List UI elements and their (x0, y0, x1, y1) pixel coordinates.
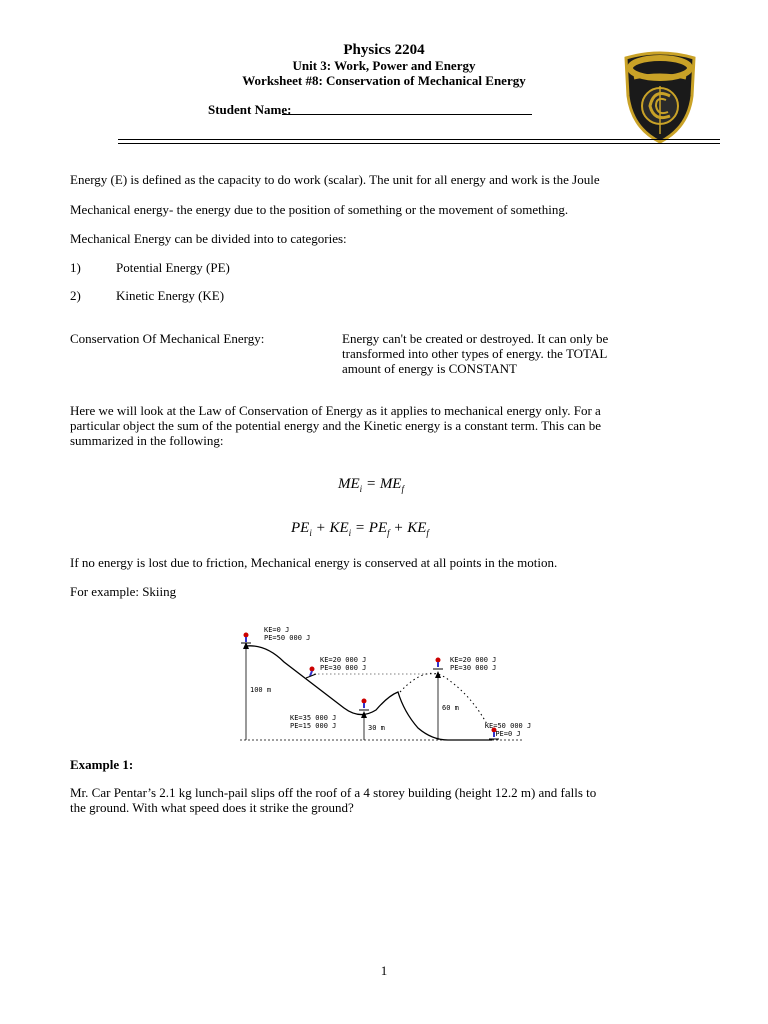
worksheet-title: Worksheet #8: Conservation of Mechanical Energy (242, 73, 526, 88)
label-end-pe: PE=0 J (495, 730, 521, 738)
paragraph-friction: If no energy is lost due to friction, Mechanical energy is conserved at all points in the motion. (70, 555, 558, 570)
paragraph-mechanical-energy: Mechanical energy- the energy due to the position of something or the movement of something. (70, 202, 569, 217)
skiing-energy-diagram (236, 622, 532, 750)
course-title: Physics 2204 (343, 42, 425, 58)
unit-title: Unit 3: Work, Power and Energy (292, 58, 476, 73)
formula-pe-ke: $PE_i + KE_i = PE_f + KE_f$ (291, 520, 429, 538)
paragraph-energy-definition: Energy (E) is defined as the capacity to do work (scalar). The unit for all energy and work is the Joule (70, 172, 600, 187)
label-top-ke: KE=0 J (264, 626, 290, 634)
label-valley-ke: KE=35 000 J (290, 714, 337, 722)
label-height-30: 30 m (368, 724, 385, 732)
label-jump-ke: KE=20 000 J (450, 656, 497, 664)
jump-trajectory (400, 673, 488, 726)
student-name-label: Student Name: (208, 102, 292, 117)
header-rule (118, 139, 720, 140)
label-valley-pe: PE=15 000 J (290, 722, 337, 730)
label-height-100: 100 m (250, 686, 272, 694)
header-rule (118, 143, 720, 144)
conservation-definition (342, 331, 608, 376)
text-line: amount of energy is CONSTANT (342, 361, 517, 376)
list-number: 1) (70, 260, 81, 275)
text-line: Mr. Car Pentar’s 2.1 kg lunch-pail slips off the roof of a 4 storey building (height 12.2 m) and falls to (70, 785, 597, 800)
label-top-pe: PE=50 000 J (264, 634, 311, 642)
student-name-line[interactable] (282, 114, 532, 115)
list-item: Kinetic Energy (KE) (116, 288, 225, 303)
label-mid-ke: KE=20 000 J (320, 656, 367, 664)
list-number: 2) (70, 288, 81, 303)
skier-icon (241, 633, 251, 644)
paragraph-law (70, 403, 601, 448)
text-line: the ground. With what speed does it strike the ground? (70, 800, 354, 815)
page-number: 1 (380, 963, 388, 978)
example-title: Example 1: (70, 757, 134, 772)
skier-icon (306, 667, 316, 679)
text-line: Energy can't be created or destroyed. It can only be (342, 331, 609, 346)
text-line: summarized in the following: (70, 433, 224, 448)
text-line: particular object the sum of the potential energy and the Kinetic energy is a constant term. This can be (70, 418, 602, 433)
formula-mechanical-energy: $ME_i = ME_f$ (338, 476, 404, 494)
text-line: transformed into other types of energy. the TOTAL (342, 346, 608, 361)
label-jump-pe: PE=30 000 J (450, 664, 497, 672)
skier-icon (433, 658, 443, 670)
label-end-ke: KE=50 000 J (484, 722, 532, 730)
conservation-label: Conservation Of Mechanical Energy: (70, 331, 265, 346)
label-mid-pe: PE=30 000 J (320, 664, 367, 672)
paragraph-example-skiing: For example: Skiing (70, 584, 177, 599)
label-height-60: 60 m (442, 704, 459, 712)
example-question (70, 785, 596, 815)
text-line: Here we will look at the Law of Conservation of Energy as it applies to mechanical energy only. For a (70, 403, 601, 418)
list-item: Potential Energy (PE) (116, 260, 230, 275)
paragraph-categories: Mechanical Energy can be divided into to categories: (70, 231, 347, 246)
school-crest-logo (620, 50, 700, 146)
skier-icon (359, 699, 369, 711)
